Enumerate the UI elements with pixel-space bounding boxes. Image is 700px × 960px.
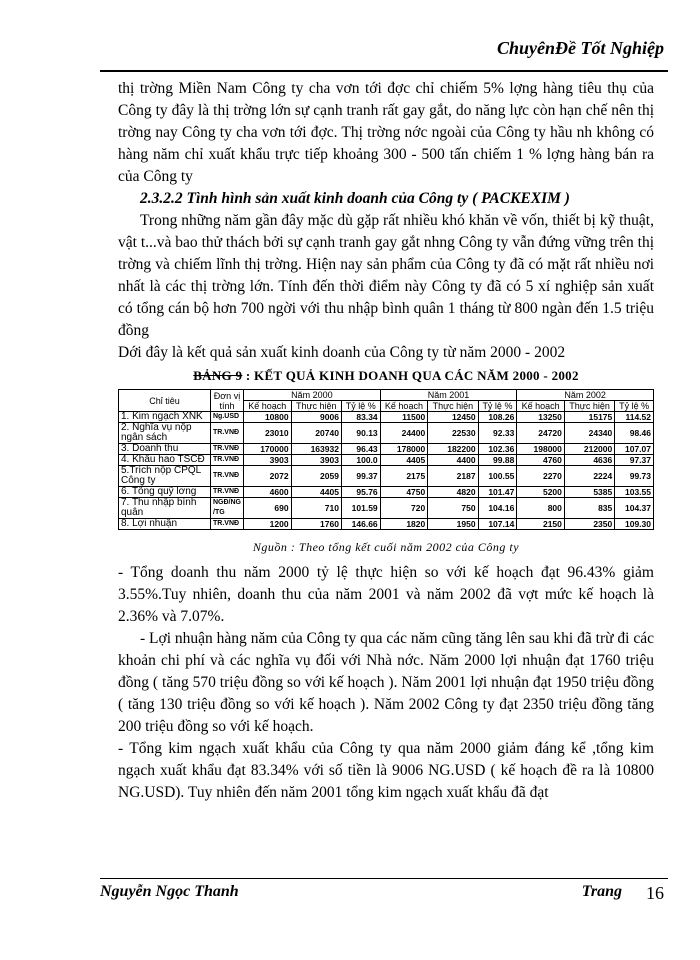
row-value: 10800: [244, 412, 292, 423]
row-value: 107.07: [615, 444, 654, 455]
row-unit: TR.VNĐ: [211, 455, 244, 466]
row-value: 2270: [517, 466, 565, 487]
row-unit: Ng.USD: [211, 412, 244, 423]
row-unit: TR.VNĐ: [211, 466, 244, 487]
page-number: 16: [646, 883, 664, 903]
page-footer: [100, 878, 668, 909]
row-value: 182200: [428, 444, 478, 455]
row-value: 101.59: [341, 498, 380, 519]
paragraph-market: thị trờng Miền Nam Công ty cha vơn tới đợc chỉ chiếm 5% lợng hàng tiêu thụ của Công ty đây là thị trờng lớn sự cạnh tranh rất gay gắt, do năng lực còn hạn chế nên thị trờng nay Công ty cha vơn tới đợc. Thị trờng nớc ngoài của Công ty hầu nh không có hàng năm chỉ xuất khẩu trực tiếp khoảng 300 - 500 tấn chiếm 1 % lợng hàng bán ra của Công ty: [118, 80, 654, 185]
author-name: Nguyễn Ngọc Thanh: [100, 883, 239, 900]
row-value: 104.37: [615, 498, 654, 519]
row-value: 24720: [517, 423, 565, 444]
row-value: 15175: [564, 412, 614, 423]
subheader-actual: Thực hiện: [564, 401, 614, 412]
row-unit: TR.VNĐ: [211, 423, 244, 444]
row-label: 4. Khấu hao TSCĐ: [119, 455, 211, 466]
row-value: 212000: [564, 444, 614, 455]
col-unit: Đơn vị tính: [211, 390, 244, 412]
page-label: Trang: [581, 883, 622, 900]
row-unit: TR.VNĐ: [211, 444, 244, 455]
row-value: 103.55: [615, 487, 654, 498]
row-unit: NGĐ/NG /TG: [211, 498, 244, 519]
row-value: 102.36: [478, 444, 517, 455]
row-value: 146.66: [341, 519, 380, 530]
header-title: ChuyênĐề Tốt Nghiệp: [496, 38, 664, 58]
subheader-actual: Thực hiện: [428, 401, 478, 412]
row-value: 83.34: [341, 412, 380, 423]
row-value: 109.30: [615, 519, 654, 530]
paragraph-profit: - Lợi nhuận hàng năm của Công ty qua các năm cũng tăng lên sau khi đã trừ đi các khoản chi phí và các nghĩa vụ đối với Nhà nớc. Năm 2000 lợi nhuận đạt 1760 triệu đồng ( tăng 570 triệu đồng so với kế hoạch ). Năm 2001 lợi nhuận đạt 1950 triệu đồng ( tăng 130 triệu đồng so với kế hoạch ). Năm 2002 Công ty đạt 2350 triệu đồng tăng 200 triệu đồng so với kế hoạch.: [118, 630, 654, 735]
row-value: 1820: [380, 519, 428, 530]
row-value: 13250: [517, 412, 565, 423]
col-year-2000: Năm 2000: [244, 390, 381, 401]
row-value: 96.43: [341, 444, 380, 455]
section-heading: 2.3.2.2 Tình hình sản xuất kinh doanh của Công ty ( PACKEXIM ): [140, 190, 570, 207]
row-value: 710: [291, 498, 341, 519]
row-value: 100.55: [478, 466, 517, 487]
row-value: 4750: [380, 487, 428, 498]
row-value: 2350: [564, 519, 614, 530]
table-row: [119, 487, 654, 498]
row-value: 2059: [291, 466, 341, 487]
row-value: 92.33: [478, 423, 517, 444]
row-value: 4400: [428, 455, 478, 466]
row-value: 1200: [244, 519, 292, 530]
row-value: 100.0: [341, 455, 380, 466]
paragraph-revenue: - Tổng doanh thu năm 2000 tỷ lệ thực hiện so với kế hoạch đạt 96.43% giảm 3.55%.Tuy nhiên, doanh thu của năm 2001 và năm 2002 đã vợt mức kế hoạch là 2.36% và 7.07%.: [118, 564, 654, 625]
row-label: 3. Doanh thu: [119, 444, 211, 455]
row-value: 5200: [517, 487, 565, 498]
row-value: 1760: [291, 519, 341, 530]
subheader-ratio: Tỷ lệ %: [615, 401, 654, 412]
row-value: 3903: [291, 455, 341, 466]
row-value: 9006: [291, 412, 341, 423]
row-value: 20740: [291, 423, 341, 444]
row-value: 198000: [517, 444, 565, 455]
row-value: 1950: [428, 519, 478, 530]
table-body: [119, 412, 654, 530]
row-value: 2175: [380, 466, 428, 487]
subheader-ratio: Tỷ lệ %: [341, 401, 380, 412]
row-value: 95.76: [341, 487, 380, 498]
row-value: 24340: [564, 423, 614, 444]
row-value: 2072: [244, 466, 292, 487]
table-row: [119, 466, 654, 487]
subheader-plan: Kế hoạch: [244, 401, 292, 412]
row-value: 90.13: [341, 423, 380, 444]
row-value: 98.46: [615, 423, 654, 444]
row-value: 97.37: [615, 455, 654, 466]
row-value: 2224: [564, 466, 614, 487]
row-value: 12450: [428, 412, 478, 423]
table-row: [119, 455, 654, 466]
row-value: 107.14: [478, 519, 517, 530]
row-label: 6. Tổng quỹ lơng: [119, 487, 211, 498]
table-caption-text: : KẾT QUẢ KINH DOANH QUA CÁC NĂM 2000 - 2002: [242, 368, 579, 383]
col-criteria: Chỉ tiêu: [119, 390, 211, 412]
row-unit: TR.VNĐ: [211, 487, 244, 498]
row-value: 178000: [380, 444, 428, 455]
table-row: [119, 412, 654, 423]
row-value: 720: [380, 498, 428, 519]
row-value: 3903: [244, 455, 292, 466]
subheader-plan: Kế hoạch: [517, 401, 565, 412]
paragraph-intro: Trong những năm gần đây mặc dù gặp rất nhiều khó khăn về vốn, thiết bị kỹ thuật, vật t...và bao thử thách bởi sự cạnh tranh gay gắt nhng Công ty vẫn đứng vững trên thị trờng và chiếm lĩnh thị trờng. Hiện nay sản phẩm của Công ty đã có mặt rất nhiều nơi nhất là các thị trờng lớn. Tính đến thời điểm này Công ty đã có 5 xí nghiệp sản xuất có tổng cán bộ hơn 700 ngời với thu nhập bình quân 1 tháng từ 800 ngàn đến 1.5 triệu đồng: [118, 212, 654, 339]
row-value: 11500: [380, 412, 428, 423]
results-table: [118, 389, 654, 530]
subheader-actual: Thực hiện: [291, 401, 341, 412]
page-header: [100, 34, 668, 72]
row-value: 5385: [564, 487, 614, 498]
row-value: 4405: [380, 455, 428, 466]
row-value: 108.26: [478, 412, 517, 423]
row-value: 2150: [517, 519, 565, 530]
row-value: 170000: [244, 444, 292, 455]
row-value: 4405: [291, 487, 341, 498]
row-value: 99.73: [615, 466, 654, 487]
page-content: [118, 78, 654, 804]
row-value: 24400: [380, 423, 428, 444]
row-value: 99.88: [478, 455, 517, 466]
row-value: 163932: [291, 444, 341, 455]
row-value: 800: [517, 498, 565, 519]
row-label: 7. Thu nhập bình quân: [119, 498, 211, 519]
table-caption: [118, 365, 654, 387]
row-value: 4760: [517, 455, 565, 466]
table-row: [119, 519, 654, 530]
paragraph-export: - Tổng kim ngạch xuất khẩu của Công ty qua năm 2000 giảm đáng kể ,tổng kim ngạch xuất khẩu đạt 83.34% với số tiền là 9006 NG.USD ( kế hoạch đề ra là 10800 NG.USD). Tuy nhiên đến năm 2001 tổng kim ngạch xuất khẩu đã đạt: [118, 740, 654, 801]
row-value: 4600: [244, 487, 292, 498]
row-value: 835: [564, 498, 614, 519]
row-value: 23010: [244, 423, 292, 444]
row-unit: TR.VNĐ: [211, 519, 244, 530]
col-year-2001: Năm 2001: [380, 390, 517, 401]
row-value: 2187: [428, 466, 478, 487]
row-label: 5.Trích nộp CPQL Công ty: [119, 466, 211, 487]
table-row: [119, 444, 654, 455]
row-value: 99.37: [341, 466, 380, 487]
row-value: 104.16: [478, 498, 517, 519]
table-row: [119, 498, 654, 519]
row-label: 2. Nghĩa vụ nộp ngân sách: [119, 423, 211, 444]
table-row: [119, 423, 654, 444]
subheader-plan: Kế hoạch: [380, 401, 428, 412]
row-value: 4820: [428, 487, 478, 498]
table-source: Nguồn : Theo tổng kết cuối năm 2002 của Công ty: [252, 540, 520, 554]
row-value: 750: [428, 498, 478, 519]
row-label: 8. Lợi nhuận: [119, 519, 211, 530]
col-year-2002: Năm 2002: [517, 390, 654, 401]
row-value: 4636: [564, 455, 614, 466]
table-caption-prefix: BẢNG 9: [193, 368, 243, 383]
subheader-ratio: Tỷ lệ %: [478, 401, 517, 412]
paragraph-lead: Dới đây là kết quả sản xuất kinh doanh của Công ty từ năm 2000 - 2002: [118, 344, 566, 361]
row-label: 1. Kim ngạch XNK: [119, 412, 211, 423]
row-value: 101.47: [478, 487, 517, 498]
row-value: 690: [244, 498, 292, 519]
row-value: 22530: [428, 423, 478, 444]
row-value: 114.52: [615, 412, 654, 423]
